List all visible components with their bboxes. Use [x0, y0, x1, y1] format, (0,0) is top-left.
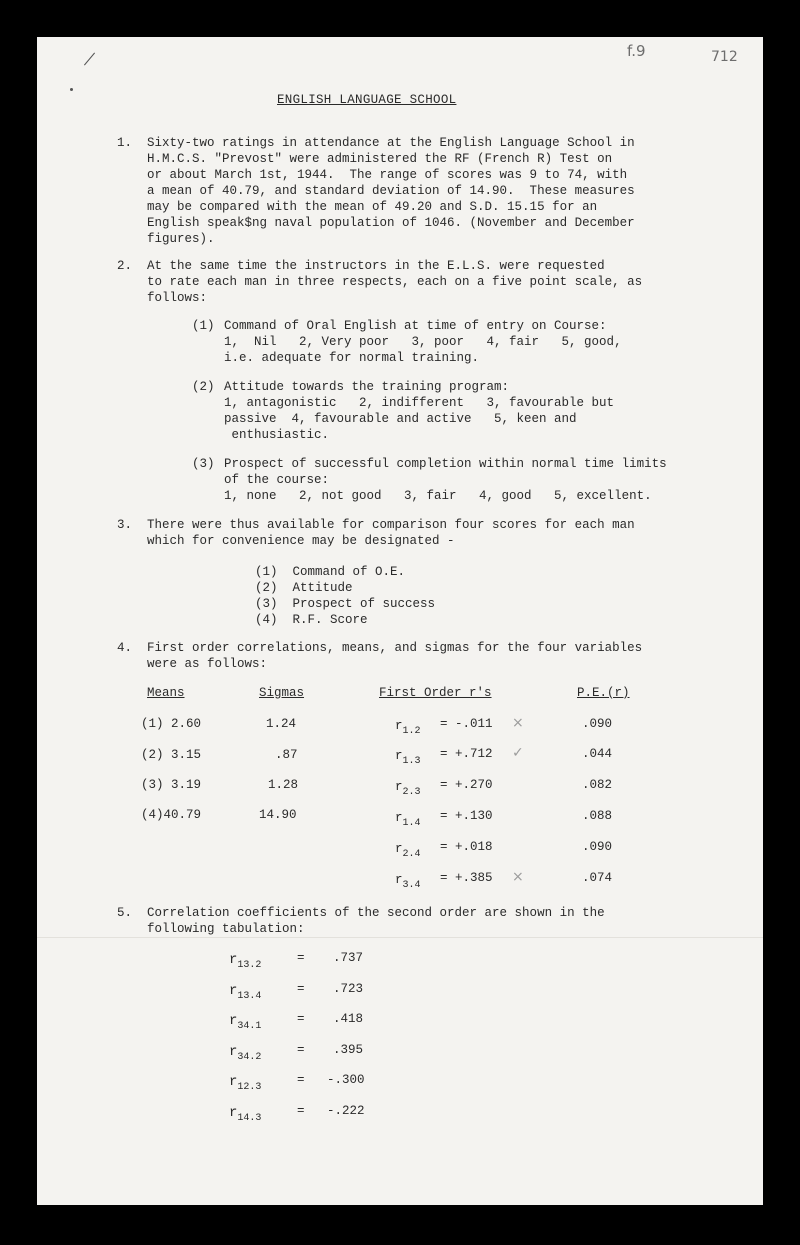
- r-symbol: r: [395, 842, 403, 856]
- folio-mark: f.9: [627, 42, 646, 60]
- para-5-number: 5.: [117, 906, 133, 920]
- sigma-value: 1.24: [266, 717, 297, 731]
- para-3-line: which for convenience may be designated -: [147, 534, 455, 548]
- para-1-line: English speak$ng naval population of 1046. (November and December: [147, 216, 635, 230]
- document-page: [37, 37, 763, 1205]
- second-order-r-label: [229, 1074, 261, 1092]
- first-order-r-label: [395, 718, 421, 736]
- r-symbol: r: [229, 952, 238, 968]
- rating-item-label: (2): [192, 380, 215, 394]
- para-3-line: There were thus available for comparison four scores for each man: [147, 518, 635, 532]
- r-symbol: r: [395, 873, 403, 887]
- para-2-line: to rate each man in three respects, each on a five point scale, as: [147, 275, 643, 289]
- para-2-number: 2.: [117, 259, 133, 273]
- r-subscript: 1.3: [402, 756, 421, 767]
- mean-value: (3) 3.19: [141, 778, 202, 792]
- pe-value: .044: [582, 747, 613, 761]
- r-symbol: r: [229, 1044, 238, 1060]
- para-4-number: 4.: [117, 641, 133, 655]
- r-subscript: 2.3: [402, 787, 421, 798]
- equals-sign: =: [297, 1073, 305, 1087]
- para-4-line: First order correlations, means, and sigmas for the four variables: [147, 641, 643, 655]
- first-order-r-value: = +.385: [440, 871, 493, 885]
- first-order-r-label: [395, 810, 421, 828]
- paper-fold-line: [37, 937, 763, 938]
- rating-item-line: passive 4, favourable and active 5, keen and: [224, 412, 577, 426]
- rating-item-line: Command of Oral English at time of entry on Course:: [224, 319, 607, 333]
- para-4-line: were as follows:: [147, 657, 268, 671]
- mean-value: (4)40.79: [141, 808, 202, 822]
- r-subscript: 1.4: [402, 818, 421, 829]
- second-order-r-value: -.222: [327, 1104, 365, 1118]
- sigma-value: .87: [275, 748, 298, 762]
- ink-speck: [70, 88, 73, 91]
- para-1-line: H.M.C.S. "Prevost" were administered the RF (French R) Test on: [147, 152, 613, 166]
- second-order-r-label: [229, 952, 261, 970]
- pe-value: .090: [582, 717, 613, 731]
- rating-item-line: i.e. adequate for normal training.: [224, 351, 480, 365]
- sigma-value: 1.28: [268, 778, 299, 792]
- pe-value: .082: [582, 778, 613, 792]
- check-mark: ×: [512, 715, 524, 731]
- rating-item-label: (1): [192, 319, 215, 333]
- equals-sign: =: [297, 1043, 305, 1057]
- second-order-r-label: [229, 983, 261, 1001]
- first-order-r-label: [395, 841, 421, 859]
- first-order-r-value: = +.270: [440, 778, 493, 792]
- rating-item-line: Prospect of successful completion within normal time limits: [224, 457, 667, 471]
- page-number-mark: 712: [711, 49, 738, 65]
- para-2-line: follows:: [147, 291, 208, 305]
- pe-value: .088: [582, 809, 613, 823]
- second-order-r-label: [229, 1044, 261, 1062]
- para-1-line: Sixty-two ratings in attendance at the English Language School in: [147, 136, 635, 150]
- para-5-line: Correlation coefficients of the second order are shown in the: [147, 906, 605, 920]
- mean-value: (1) 2.60: [141, 717, 202, 731]
- r-subscript: 1.2: [402, 726, 421, 737]
- r-subscript: 34.1: [237, 1021, 262, 1032]
- rating-item-line: 1, antagonistic 2, indifferent 3, favourable but: [224, 396, 615, 410]
- para-5-line: following tabulation:: [147, 922, 305, 936]
- equals-sign: =: [297, 1104, 305, 1118]
- pencil-mark: [84, 53, 95, 66]
- r-subscript: 34.2: [237, 1052, 262, 1063]
- header-sigmas: Sigmas: [259, 686, 305, 700]
- r-symbol: r: [229, 1074, 238, 1090]
- para-1-line: or about March 1st, 1944. The range of scores was 9 to 74, with: [147, 168, 628, 182]
- r-symbol: r: [229, 983, 238, 999]
- second-order-r-label: [229, 1013, 261, 1031]
- r-symbol: r: [395, 780, 403, 794]
- check-mark: ✓: [512, 745, 524, 761]
- variable-item: (1) Command of O.E.: [255, 565, 406, 579]
- first-order-r-label: [395, 748, 421, 766]
- rating-item-line: enthusiastic.: [224, 428, 330, 442]
- first-order-r-value: = -.011: [440, 717, 493, 731]
- equals-sign: =: [297, 982, 305, 996]
- para-3-number: 3.: [117, 518, 133, 532]
- first-order-r-value: = +.018: [440, 840, 493, 854]
- r-subscript: 13.4: [237, 991, 262, 1002]
- pe-value: .074: [582, 871, 613, 885]
- para-1-line: figures).: [147, 232, 215, 246]
- check-mark: ×: [512, 869, 524, 885]
- second-order-r-value: -.300: [327, 1073, 365, 1087]
- rating-item-label: (3): [192, 457, 215, 471]
- variable-item: (2) Attitude: [255, 581, 353, 595]
- variable-item: (3) Prospect of success: [255, 597, 436, 611]
- second-order-r-value: .418: [333, 1012, 364, 1026]
- r-subscript: 13.2: [237, 960, 262, 971]
- first-order-r-value: = +.130: [440, 809, 493, 823]
- para-1-line: a mean of 40.79, and standard deviation of 14.90. These measures: [147, 184, 635, 198]
- r-symbol: r: [395, 719, 403, 733]
- page-title: ENGLISH LANGUAGE SCHOOL: [277, 93, 457, 107]
- rating-item-line: Attitude towards the training program:: [224, 380, 510, 394]
- r-symbol: r: [395, 811, 403, 825]
- r-symbol: r: [229, 1105, 238, 1121]
- first-order-r-value: = +.712: [440, 747, 493, 761]
- r-symbol: r: [395, 749, 403, 763]
- equals-sign: =: [297, 1012, 305, 1026]
- para-1-number: 1.: [117, 136, 133, 150]
- para-2-line: At the same time the instructors in the E.L.S. were requested: [147, 259, 605, 273]
- rating-item-line: 1, Nil 2, Very poor 3, poor 4, fair 5, good,: [224, 335, 622, 349]
- first-order-r-label: [395, 779, 421, 797]
- variable-item: (4) R.F. Score: [255, 613, 368, 627]
- first-order-r-label: [395, 872, 421, 890]
- second-order-r-label: [229, 1105, 261, 1123]
- second-order-r-value: .723: [333, 982, 364, 996]
- r-subscript: 2.4: [402, 849, 421, 860]
- rating-item-line: of the course:: [224, 473, 330, 487]
- rating-item-line: 1, none 2, not good 3, fair 4, good 5, excellent.: [224, 489, 652, 503]
- mean-value: (2) 3.15: [141, 748, 202, 762]
- second-order-r-value: .737: [333, 951, 364, 965]
- r-subscript: 14.3: [237, 1113, 262, 1124]
- header-pe: P.E.(r): [577, 686, 630, 700]
- pe-value: .090: [582, 840, 613, 854]
- r-symbol: r: [229, 1013, 238, 1029]
- r-subscript: 12.3: [237, 1082, 262, 1093]
- second-order-r-value: .395: [333, 1043, 364, 1057]
- sigma-value: 14.90: [259, 808, 297, 822]
- header-first-order: First Order r's: [379, 686, 492, 700]
- para-1-line: may be compared with the mean of 49.20 and S.D. 15.15 for an: [147, 200, 598, 214]
- equals-sign: =: [297, 951, 305, 965]
- header-means: Means: [147, 686, 185, 700]
- r-subscript: 3.4: [402, 880, 421, 891]
